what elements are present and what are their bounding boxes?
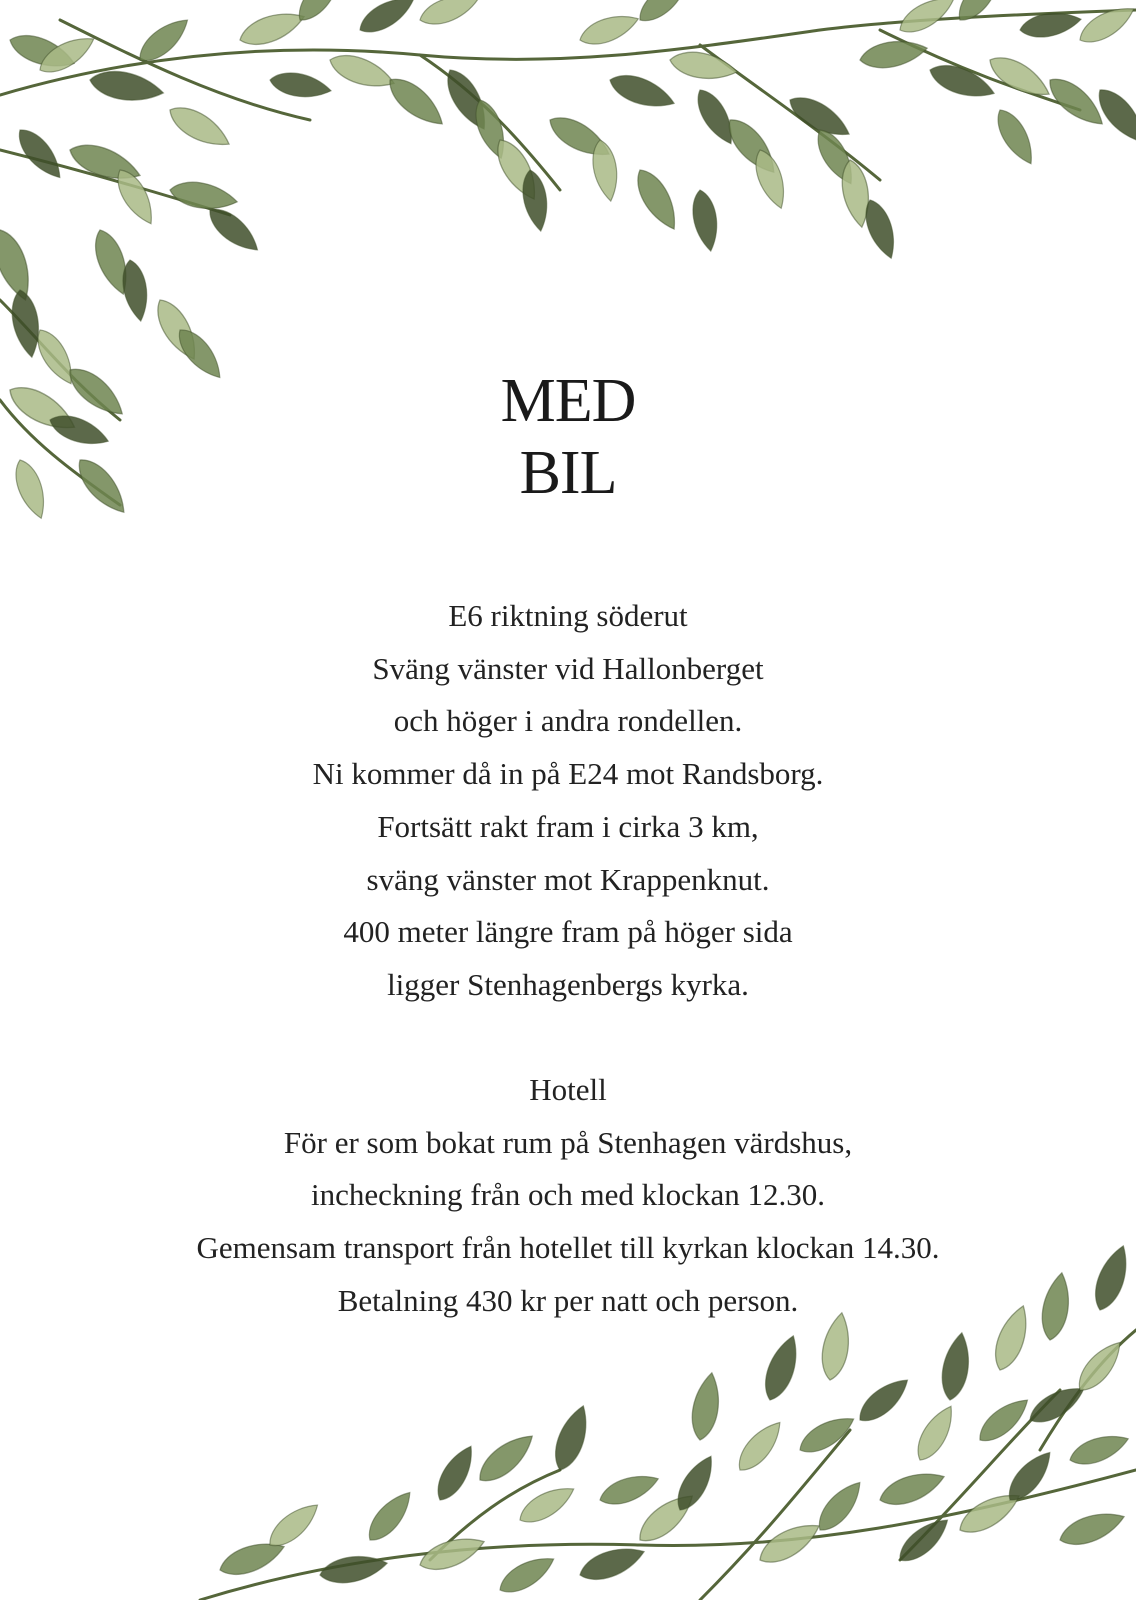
leaf-icon	[430, 1441, 481, 1506]
leaf-icon	[416, 1530, 489, 1577]
leaf-icon	[1071, 1335, 1128, 1397]
leaf-icon	[853, 1372, 915, 1429]
leaf-icon	[689, 188, 722, 253]
leaf-icon	[236, 5, 309, 52]
leaf-icon	[894, 0, 959, 40]
leaf-icon	[670, 1451, 721, 1516]
leaf-icon	[754, 1515, 825, 1571]
leaf-icon	[690, 84, 741, 149]
leaf-icon	[361, 1485, 418, 1547]
leaf-icon	[859, 196, 901, 262]
leaf-icon	[439, 64, 495, 135]
leaf-icon	[876, 1465, 949, 1512]
leaf-icon	[65, 137, 144, 188]
leaf-icon	[263, 1497, 325, 1554]
leaf-icon	[326, 48, 399, 95]
leaf-icon	[688, 1371, 724, 1442]
leaf-icon	[951, 0, 1008, 27]
leaf-icon	[1074, 0, 1136, 50]
leaf-icon	[110, 164, 161, 229]
leaf-icon	[88, 226, 135, 299]
leaf-icon	[88, 67, 166, 107]
leaf-icon	[984, 49, 1055, 105]
leaf-icon	[149, 294, 205, 365]
leaf-icon	[203, 201, 265, 258]
leaf-icon	[6, 28, 79, 75]
leaf-icon	[858, 36, 929, 72]
leaf-icon	[548, 1402, 595, 1475]
directions-line: Fortsätt rakt fram i cirka 3 km,	[377, 808, 759, 844]
leaf-icon	[291, 0, 348, 27]
leaf-icon	[596, 1468, 662, 1510]
leaf-icon	[133, 12, 195, 69]
leaf-icon	[731, 1415, 788, 1477]
leaf-icon	[1042, 71, 1110, 134]
hotel-line: För er som bokat rum på Stenhagen värdshus,	[283, 1124, 853, 1160]
leaf-icon	[514, 1479, 579, 1530]
leaf-icon	[1056, 1505, 1129, 1552]
leaf-icon	[668, 48, 739, 84]
driving-directions	[0, 590, 1136, 1012]
leaf-icon	[633, 0, 695, 29]
directions-line: 400 meter längre fram på höger sida	[343, 914, 793, 950]
directions-line: Ni kommer då in på E24 mot Randsborg.	[312, 756, 824, 792]
leaf-icon	[472, 1427, 540, 1490]
leaf-icon	[0, 225, 38, 304]
hotel-line: Betalning 430 kr per natt och person.	[337, 1282, 799, 1318]
leaf-icon	[354, 0, 419, 40]
hotel-line: Gemensam transport från hotellet till kyrkan klockan 14.30.	[196, 1230, 940, 1266]
leaf-icon	[632, 1487, 700, 1550]
hotel-line: incheckning från och med klockan 12.30.	[311, 1177, 825, 1213]
leaf-icon	[576, 8, 642, 50]
leaf-icon	[721, 112, 784, 180]
leaf-icon	[8, 288, 44, 359]
leaf-icon	[1018, 8, 1083, 41]
directions-line: sväng vänster mot Krappenknut.	[366, 861, 770, 897]
leaf-icon	[11, 123, 68, 185]
leaf-icon	[938, 1331, 974, 1402]
leaf-icon	[973, 1392, 1035, 1449]
leaf-icon	[216, 1535, 289, 1582]
leaf-icon	[589, 138, 622, 203]
leaf-icon	[810, 124, 861, 189]
leaf-icon	[164, 99, 235, 155]
leaf-icon	[469, 96, 511, 162]
directions-line: E6 riktning söderut	[448, 598, 688, 633]
directions-line: ligger Stenhagenbergs kyrka.	[387, 966, 749, 1002]
leaf-icon	[990, 104, 1041, 169]
leaf-icon	[606, 68, 679, 115]
leaf-icon	[758, 1332, 805, 1405]
leaf-icon	[784, 89, 855, 145]
leaf-icon	[1066, 1428, 1132, 1470]
leaf-icon	[1024, 1379, 1089, 1430]
directions-line: och höger i andra rondellen.	[393, 703, 743, 739]
leaf-icon	[910, 1401, 961, 1466]
leaf-icon	[926, 58, 999, 105]
leaf-icon	[268, 69, 333, 102]
leaf-icon	[318, 1551, 389, 1587]
leaf-icon	[34, 29, 99, 80]
title-line-1: MED	[500, 367, 636, 435]
leaf-icon	[494, 1549, 559, 1600]
leaf-icon	[168, 178, 239, 214]
leaf-icon	[519, 168, 552, 233]
title-line-2: BIL	[519, 439, 617, 507]
leaf-icon	[954, 1485, 1025, 1541]
leaf-icon	[119, 258, 152, 323]
leaf-icon	[794, 1409, 859, 1460]
directions-line: Sväng vänster vid Hallonberget	[372, 650, 764, 686]
hotel-info	[0, 1064, 1136, 1328]
page-title	[0, 365, 1136, 509]
leaf-icon	[893, 1512, 955, 1569]
leaf-icon	[811, 1475, 868, 1537]
leaf-icon	[629, 164, 685, 235]
leaf-icon	[838, 158, 874, 229]
leaf-icon	[1001, 1445, 1058, 1507]
leaf-icon	[382, 71, 450, 134]
hotel-heading: Hotell	[529, 1072, 607, 1107]
leaf-icon	[1091, 82, 1136, 150]
leaf-icon	[544, 109, 615, 165]
leaf-icon	[749, 146, 791, 212]
leaf-icon	[576, 1540, 649, 1587]
leaf-icon	[416, 0, 482, 31]
leaf-icon	[489, 134, 545, 205]
